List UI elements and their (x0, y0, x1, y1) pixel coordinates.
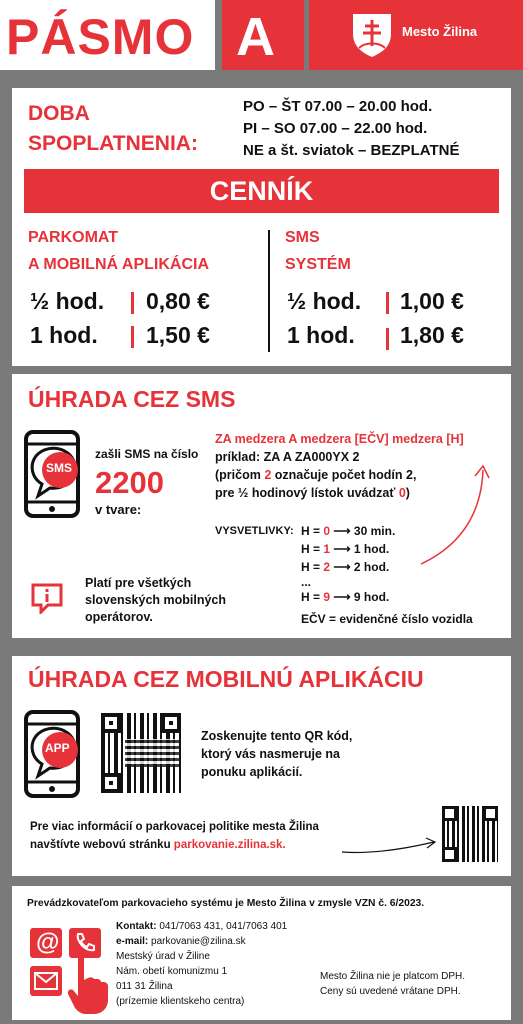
price-left-value-1: 0,80 € (146, 288, 210, 314)
pricing-divider (268, 230, 270, 352)
coat-of-arms-icon (351, 12, 393, 58)
contact-phones: Kontakt: 041/7063 431, 041/7063 401 (116, 921, 288, 932)
pricing-right-heading-1: SMS (285, 229, 320, 246)
schedule-row-weekend: PI – SO 07.00 – 22.00 hod. (243, 120, 428, 137)
schedule-label-1: DOBA (28, 102, 90, 125)
qr-finder (101, 713, 121, 733)
qr-finder (442, 806, 457, 821)
price-right-value-1: 1,00 € (400, 288, 464, 314)
at-icon: @ (36, 929, 60, 956)
legend-row-2: H = 2 ⟶ 2 hod. (301, 560, 390, 574)
schedule-row-weekdays: PO – ŠT 07.00 – 20.00 hod. (243, 98, 433, 115)
zone-letter: A (236, 7, 275, 67)
legend-ellipsis: ... (301, 575, 312, 589)
address-line-2: Nám. obetí komunizmu 1 (116, 966, 228, 977)
operators-line-3: operátorov. (85, 610, 153, 624)
email-link[interactable]: parkovanie@zilina.sk (148, 936, 246, 947)
info-line-1: Pre viac informácií o parkovacej politike mesta Žilina (30, 821, 319, 833)
sms-example: príklad: ZA A ZA000YX 2 (215, 450, 360, 464)
address-line-4: (prízemie klientskeho centra) (116, 996, 245, 1007)
qr-noise (125, 739, 179, 767)
qr-text-3: ponuku aplikácií. (201, 765, 303, 779)
qr-text-1: Zoskenujte tento QR kód, (201, 729, 353, 743)
sms-in-format: v tvare: (95, 502, 142, 517)
app-title: ÚHRADA CEZ MOBILNÚ APLIKÁCIU (28, 666, 424, 692)
vat-line-1: Mesto Žilina nie je platcom DPH. (320, 971, 466, 982)
zone-title: PÁSMO (6, 9, 195, 65)
qr-text-2: ktorý vás nasmeruje na (201, 747, 340, 761)
app-icon-label: APP (45, 741, 70, 755)
qr-finder (442, 847, 457, 862)
phone-icon (74, 932, 96, 954)
legend-row-3: H = 9 ⟶ 9 hod. (301, 590, 390, 604)
envelope-icon (34, 972, 58, 990)
operators-line-1: Platí pre všetkých (85, 576, 192, 590)
qr-code-web[interactable] (442, 806, 498, 862)
arrow-to-qr-icon (340, 828, 440, 858)
qr-finder (101, 773, 121, 793)
sms-format: ZA medzera A medzera [EČV] medzera [H] (215, 432, 464, 446)
pointing-hand-icon (66, 954, 110, 1016)
price-left-duration-1: ½ hod. (30, 288, 105, 314)
legend-row-0: H = 0 ⟶ 30 min. (301, 524, 396, 538)
schedule-label-2: SPOPLATNENIA: (28, 132, 198, 155)
sms-title: ÚHRADA CEZ SMS (28, 386, 236, 412)
curved-arrow-icon (415, 460, 495, 570)
operator-statement: Prevádzkovateľom parkovacieho systému je Mesto Žilina v zmysle VZN č. 6/2023. (27, 898, 425, 909)
address-line-3: 011 31 Žilina (116, 981, 173, 992)
price-left-duration-2: 1 hod. (30, 322, 98, 348)
price-separator (131, 292, 134, 314)
sms-note-2: pre ½ hodinový lístok uvádzať 0) (215, 486, 410, 500)
sms-note-1: (pričom 2 označuje počet hodín 2, (215, 468, 417, 482)
legend-label: VYSVETLIVKY: (215, 525, 294, 537)
legend-row-1: H = 1 ⟶ 1 hod. (301, 542, 390, 556)
qr-finder (483, 806, 498, 821)
address-line-1: Mestský úrad v Žiline (116, 951, 210, 962)
operators-line-2: slovenských mobilných (85, 593, 227, 607)
pricing-right-heading-2: SYSTÉM (285, 256, 351, 273)
city-name: Mesto Žilina (402, 24, 478, 39)
price-right-duration-2: 1 hod. (287, 322, 355, 348)
price-separator (386, 292, 389, 314)
price-separator (131, 326, 134, 348)
sms-number: 2200 (95, 465, 164, 500)
info-line-2: navštívte webovú stránku parkovanie.zilina.sk. (30, 839, 286, 851)
phone-sms-icon (22, 430, 92, 520)
vat-line-2: Ceny sú uvedené vrátane DPH. (320, 986, 461, 997)
info-icon (30, 582, 64, 614)
ecv-note: EČV = evidenčné číslo vozidla (301, 612, 473, 626)
price-right-duration-1: ½ hod. (287, 288, 362, 314)
sms-icon-label: SMS (46, 461, 73, 475)
contact-email: e-mail: parkovanie@zilina.sk (116, 936, 246, 947)
pricing-left-heading-2: A MOBILNÁ APLIKÁCIA (28, 256, 210, 273)
sms-send-text: zašli SMS na číslo (95, 447, 199, 461)
qr-finder (161, 713, 181, 733)
price-left-value-2: 1,50 € (146, 322, 210, 348)
phone-app-icon (22, 710, 92, 800)
price-right-value-2: 1,80 € (400, 322, 464, 348)
pricing-left-heading-1: PARKOMAT (28, 229, 119, 246)
qr-code-app[interactable] (101, 713, 181, 793)
schedule-row-holiday: NE a št. sviatok – BEZPLATNÉ (243, 142, 460, 159)
pricing-title: CENNÍK (209, 176, 314, 206)
price-separator (386, 328, 389, 350)
website-link[interactable]: parkovanie.zilina.sk. (173, 839, 286, 851)
